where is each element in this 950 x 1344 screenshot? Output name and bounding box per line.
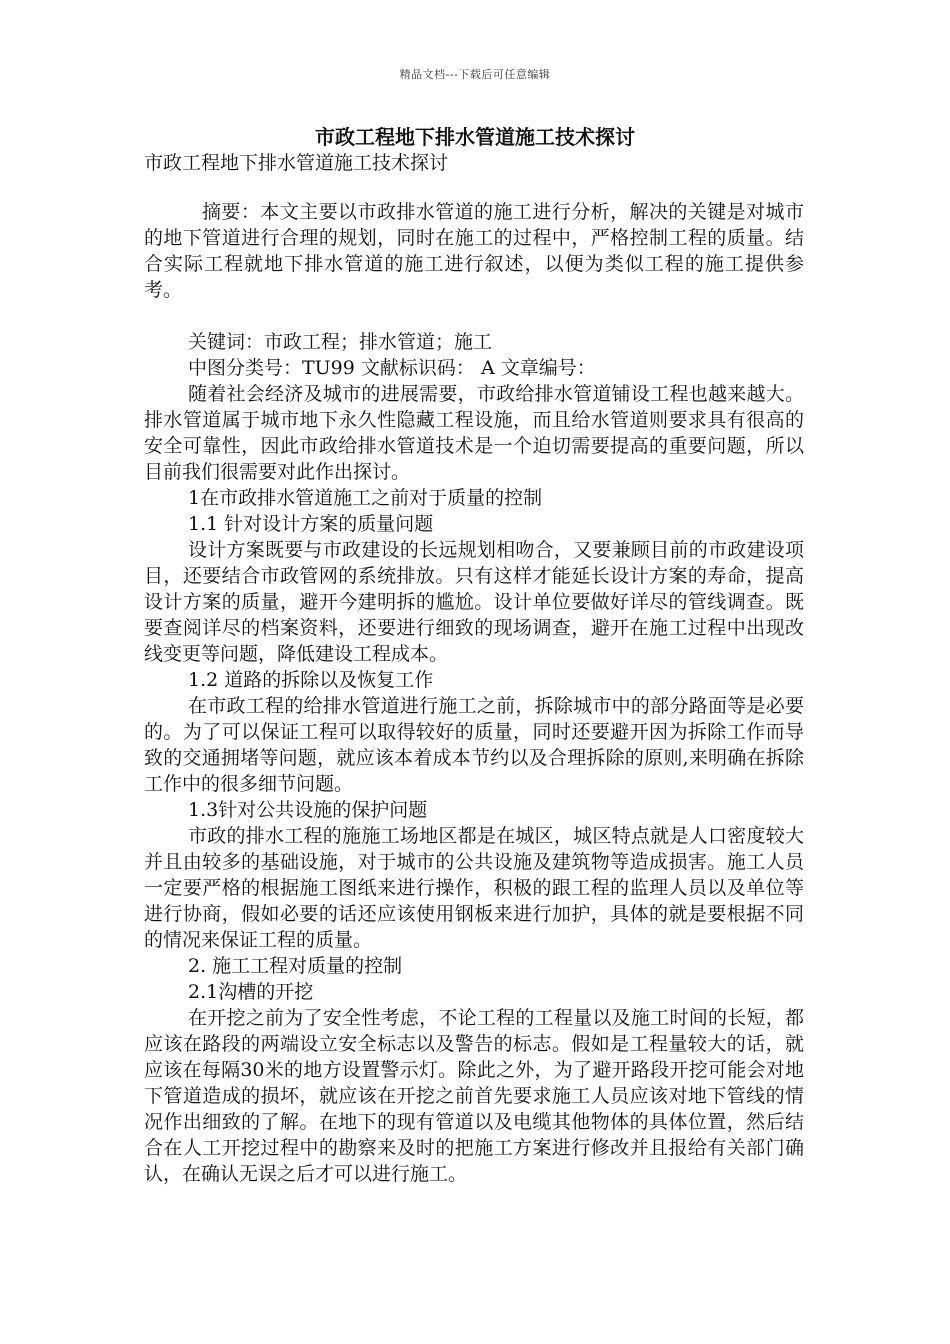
document-body (144, 199, 804, 1187)
classification-line: 中图分类号：TU99 文献标识码： A 文章编号： (188, 357, 596, 379)
section-2-heading: 2. 施工工程对质量的控制 (188, 955, 403, 977)
section-2-1-paragraph: 在开挖之前为了安全性考虑，不论工程的工程量以及施工时间的长短，都应该在路段的两端设立安全标志以及警告的标志。假如是工程量较大的话，就应该在每隔30米的地方设置警示灯。除此之外，为了避开路段开挖可能会对地下管道造成的损坏，就应该在开挖之前首先要求施工人员应该对地下管线的情况作出细致的了解。在地下的现有管道以及电缆其他物体的具体位置，然后结合在人工开挖过程中的勘察来及时的把施工方案进行修改并且报给有关部门确认，在确认无误之后才可以进行施工。 (144, 1007, 804, 1185)
section-1-2-paragraph: 在市政工程的给排水管道进行施工之前，拆除城市中的部分路面等是必要的。为了可以保证工程可以取得较好的质量，同时还要避开因为拆除工作而导致的交通拥堵等问题，就应该本着成本节约以及合理拆除的原则,来明确在拆除工作中的很多细节问题。 (144, 695, 804, 795)
section-1-heading: 1在市政排水管道施工之前对于质量的控制 (188, 487, 543, 509)
section-1-1-heading: 1.1 针对设计方案的质量问题 (188, 513, 434, 535)
spacer (144, 303, 804, 329)
section-2-1-heading: 2.1沟槽的开挖 (188, 981, 314, 1003)
header-note: 精品文档---下载后可任意编辑 (399, 68, 551, 81)
keywords-line: 关键词：市政工程；排水管道；施工 (188, 331, 493, 353)
section-1-3-heading: 1.3针对公共设施的保护问题 (188, 799, 428, 821)
intro-paragraph: 随着社会经济及城市的进展需要，市政给排水管道铺设工程也越来越大。排水管道属于城市地下永久性隐藏工程设施，而且给水管道则要求具有很高的安全可靠性，因此市政给排水管道技术是一个迫切需要提高的重要问题，所以目前我们很需要对此作出探讨。 (144, 383, 804, 483)
section-1-2-heading: 1.2 道路的拆除以及恢复工作 (188, 669, 434, 691)
section-1-1-paragraph: 设计方案既要与市政建设的长远规划相吻合，又要兼顾目前的市政建设项目，还要结合市政管网的系统排放。只有这样才能延长设计方案的寿命，提高设计方案的质量，避开今建明拆的尴尬。设计单位要做好详尽的管线调查。既要查阅详尽的档案资料，还要进行细致的现场调查，避开在施工过程中出现改线变更等问题，降低建设工程成本。 (144, 539, 804, 665)
document-title: 市政工程地下排水管道施工技术探讨 (315, 125, 635, 149)
abstract-paragraph: 摘要：本文主要以市政排水管道的施工进行分析，解决的关键是对城市的地下管道进行合理的规划，同时在施工的过程中，严格控制工程的质量。结合实际工程就地下排水管道的施工进行叙述，以便为类似工程的施工提供参考。 (144, 201, 804, 301)
document-subtitle: 市政工程地下排水管道施工技术探讨 (144, 152, 449, 174)
section-1-3-paragraph: 市政的排水工程的施施工场地区都是在城区，城区特点就是人口密度较大并且由较多的基础设施，对于城市的公共设施及建筑物等造成损害。施工人员一定要严格的根据施工图纸来进行操作，积极的跟工程的监理人员以及单位等进行协商，假如必要的话还应该使用钢板来进行加护，具体的就是要根据不同的情况来保证工程的质量。 (144, 825, 804, 951)
